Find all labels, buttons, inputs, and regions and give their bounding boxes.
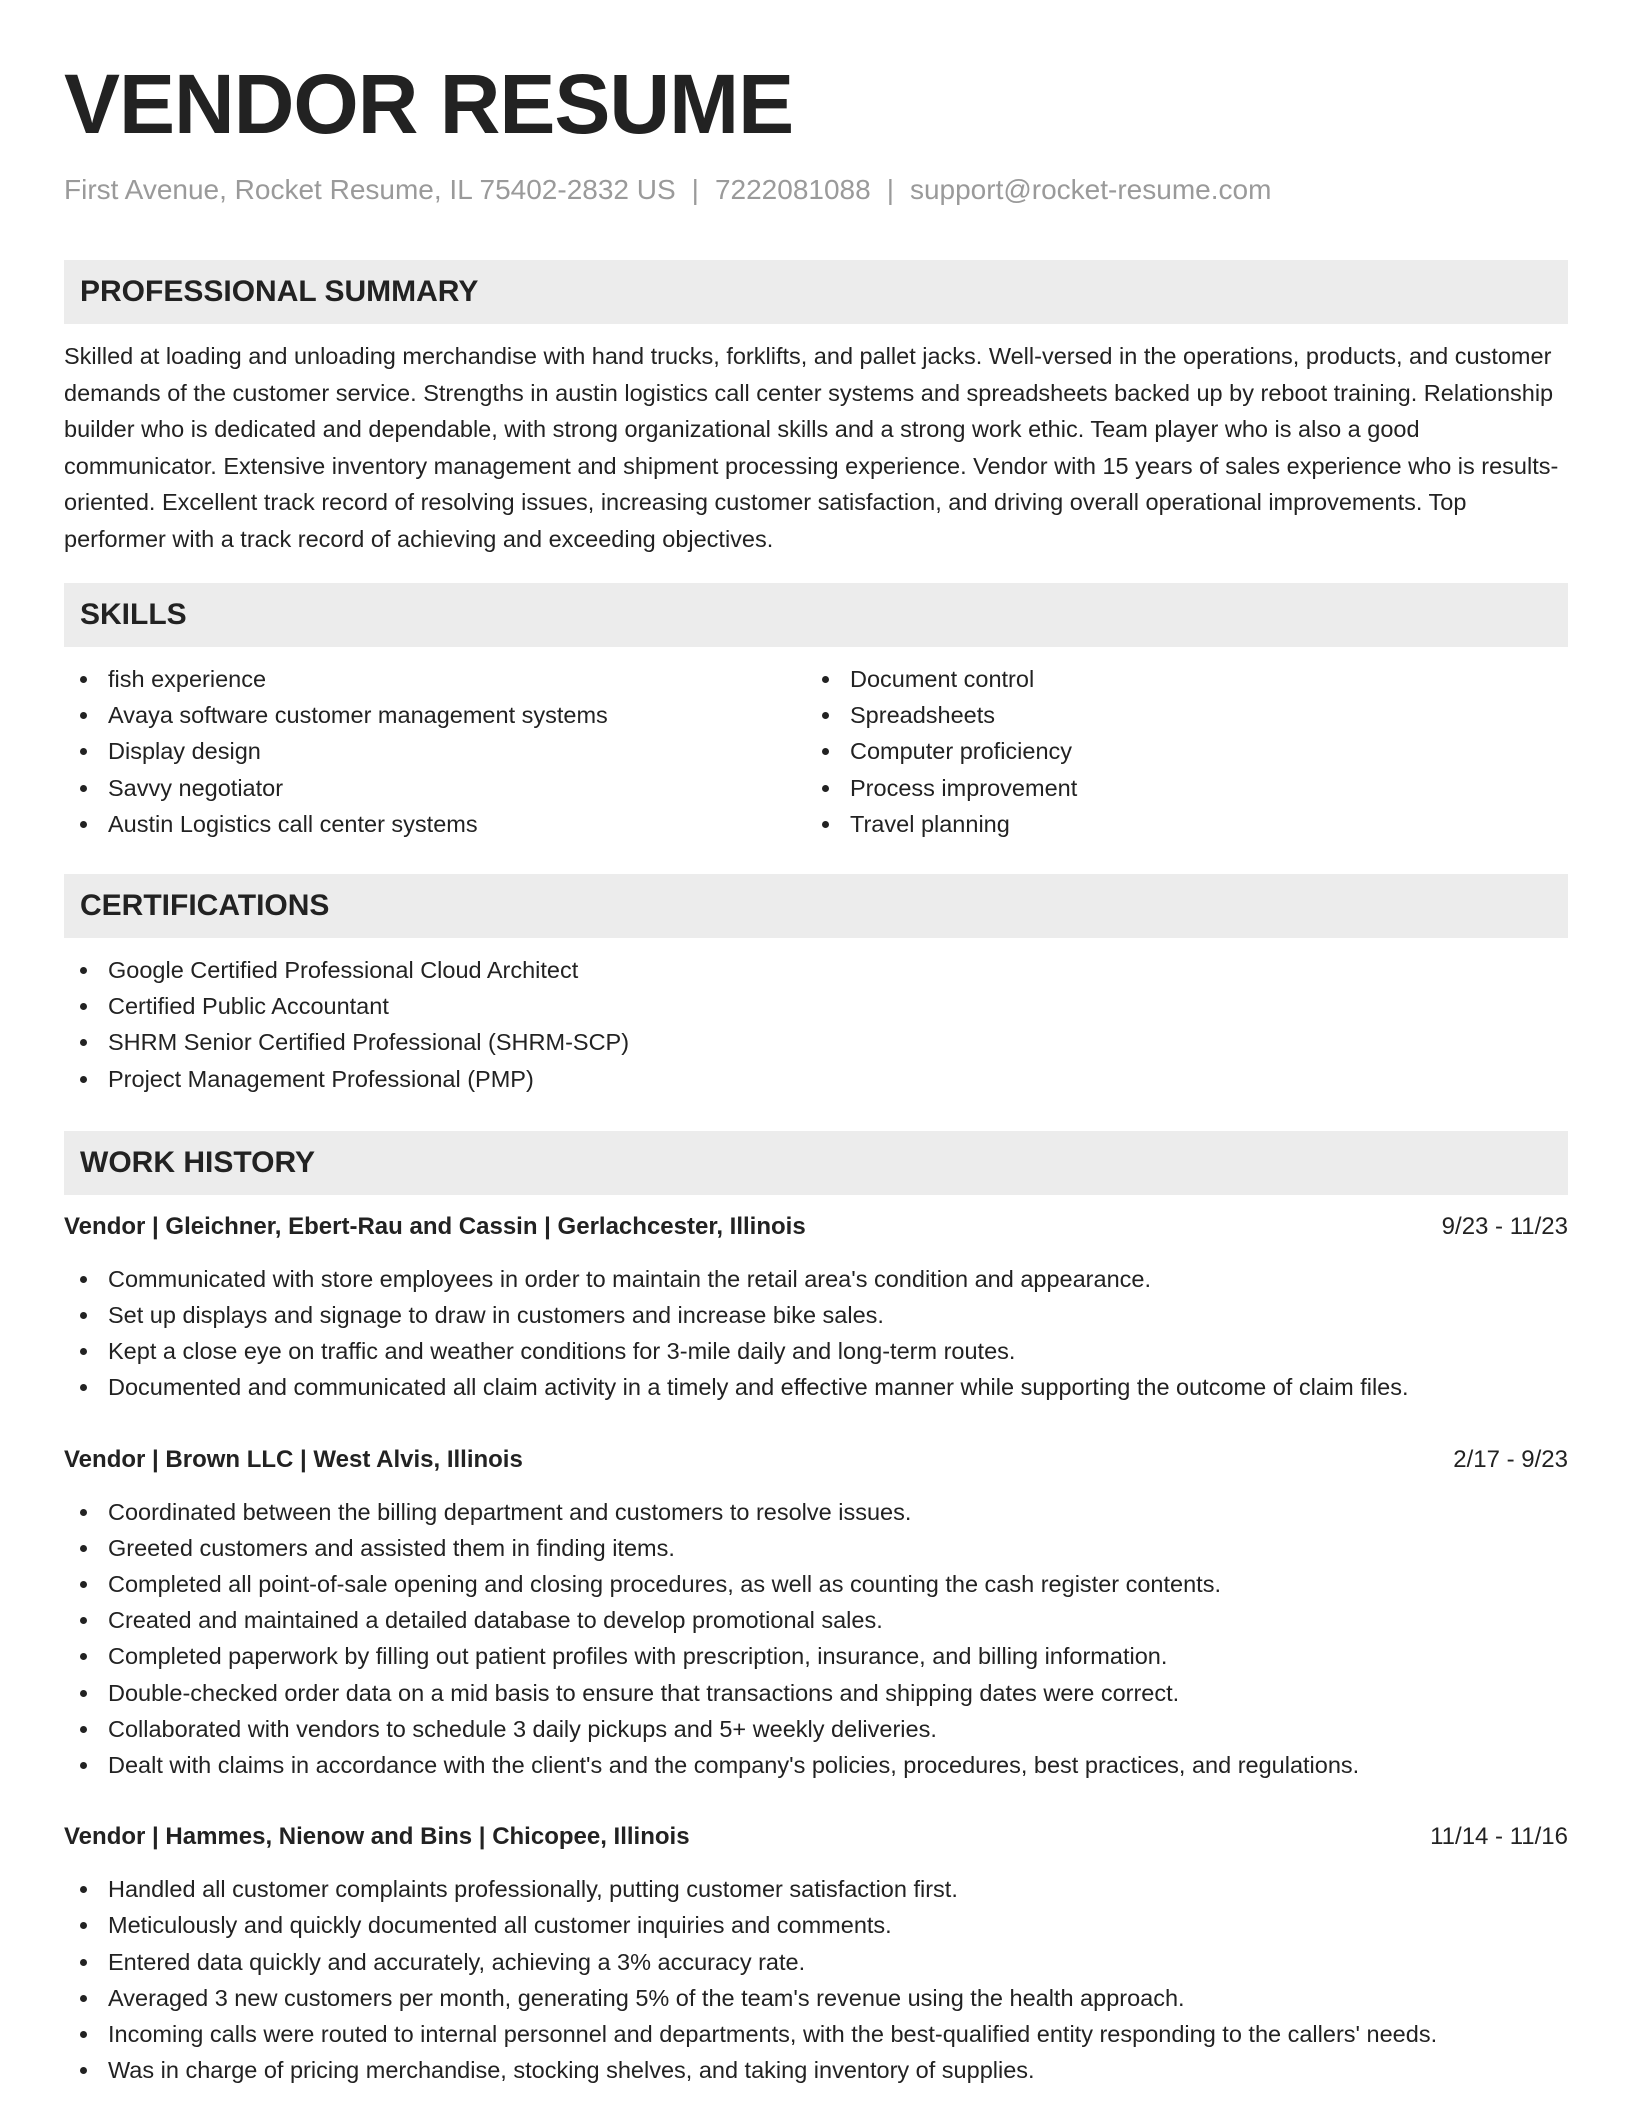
job-bullet: Created and maintained a detailed database to develop promotional sales. — [64, 1602, 1568, 1638]
contact-separator: | — [691, 174, 699, 205]
job-header — [64, 1442, 1568, 1478]
job-bullets — [64, 1261, 1568, 1406]
job-bullet: Entered data quickly and accurately, achieving a 3% accuracy rate. — [64, 1944, 1568, 1980]
job-entry — [64, 1819, 1568, 2088]
job-entry — [64, 1209, 1568, 1406]
section-header-certifications: CERTIFICATIONS — [64, 874, 1568, 938]
job-title: Vendor | Brown LLC | West Alvis, Illinois — [64, 1445, 523, 1473]
skill-item: Display design — [64, 733, 806, 769]
contact-phone: 7222081088 — [714, 174, 871, 205]
job-bullet: Completed paperwork by filling out patient profiles with prescription, insurance, and billing information. — [64, 1638, 1568, 1674]
job-bullet: Averaged 3 new customers per month, generating 5% of the team's revenue using the health approach. — [64, 1980, 1568, 2016]
job-title: Vendor | Gleichner, Ebert-Rau and Cassin | Gerlachcester, Illinois — [64, 1212, 806, 1240]
job-bullet: Handled all customer complaints professionally, putting customer satisfaction first. — [64, 1871, 1568, 1907]
skill-item: Avaya software customer management systems — [64, 697, 806, 733]
job-header — [64, 1819, 1568, 1855]
skill-item: Document control — [806, 661, 1548, 697]
job-title: Vendor | Hammes, Nienow and Bins | Chicopee, Illinois — [64, 1823, 690, 1851]
skill-item: Process improvement — [806, 770, 1548, 806]
section-header-skills: SKILLS — [64, 583, 1568, 647]
section-header-summary: PROFESSIONAL SUMMARY — [64, 260, 1568, 324]
skill-item: Computer proficiency — [806, 733, 1548, 769]
certification-item: Google Certified Professional Cloud Architect — [64, 952, 1568, 988]
contact-email: support@rocket-resume.com — [909, 174, 1272, 205]
job-bullet: Meticulously and quickly documented all customer inquiries and comments. — [64, 1907, 1568, 1943]
skill-item: Spreadsheets — [806, 697, 1548, 733]
job-bullets — [64, 1494, 1568, 1784]
job-bullet: Communicated with store employees in order to maintain the retail area's condition and appearance. — [64, 1261, 1568, 1297]
job-header — [64, 1209, 1568, 1245]
job-bullet: Incoming calls were routed to internal personnel and departments, with the best-qualified entity responding to the callers' needs. — [64, 2016, 1568, 2052]
job-bullet: Dealt with claims in accordance with the client's and the company's policies, procedures, best practices, and regulations. — [64, 1747, 1568, 1783]
job-bullet: Set up displays and signage to draw in customers and increase bike sales. — [64, 1297, 1568, 1333]
skills-list — [64, 661, 1568, 842]
job-bullet: Completed all point-of-sale opening and closing procedures, as well as counting the cash register contents. — [64, 1566, 1568, 1602]
job-bullet: Greeted customers and assisted them in finding items. — [64, 1530, 1568, 1566]
summary-text: Skilled at loading and unloading merchandise with hand trucks, forklifts, and pallet jacks. Well-versed in the operations, products, and customer demands of the customer service. Strengths in austin logistics call center systems and spreadsheets backed up by reboot training. Relationship builder who is dedicated and dependable, with strong organizational skills and a strong work ethic. Team player who is also a good communicator. Extensive inventory management and shipment processing experience. Vendor with 15 years of sales experience who is results-oriented. Excellent track record of resolving issues, increasing customer satisfaction, and driving overall operational improvements. Top performer with a track record of achieving and exceeding objectives. — [64, 343, 1559, 552]
skills-column-left — [64, 661, 806, 842]
skill-item: Savvy negotiator — [64, 770, 806, 806]
job-entry — [64, 1442, 1568, 1784]
job-bullets — [64, 1871, 1568, 2088]
skill-item: Austin Logistics call center systems — [64, 806, 806, 842]
job-bullet: Coordinated between the billing department and customers to resolve issues. — [64, 1494, 1568, 1530]
job-bullet: Was in charge of pricing merchandise, stocking shelves, and taking inventory of supplies. — [64, 2052, 1568, 2088]
contact-address: First Avenue, Rocket Resume, IL 75402-2832 US — [64, 174, 676, 205]
job-bullet: Documented and communicated all claim activity in a timely and effective manner while supporting the outcome of claim files. — [64, 1369, 1568, 1405]
contact-line — [64, 172, 1568, 208]
job-dates: 2/17 - 9/23 — [1453, 1445, 1568, 1473]
contact-separator: | — [886, 174, 894, 205]
skills-column-right — [806, 661, 1548, 842]
certifications-list — [64, 952, 1568, 1097]
section-header-work-history: WORK HISTORY — [64, 1131, 1568, 1195]
page-title: VENDOR RESUME — [64, 57, 794, 151]
job-dates: 9/23 - 11/23 — [1441, 1212, 1568, 1240]
job-dates: 11/14 - 11/16 — [1430, 1823, 1568, 1851]
certification-item: Project Management Professional (PMP) — [64, 1061, 1568, 1097]
skill-item: Travel planning — [806, 806, 1548, 842]
job-bullet: Kept a close eye on traffic and weather conditions for 3-mile daily and long-term routes. — [64, 1333, 1568, 1369]
certification-item: SHRM Senior Certified Professional (SHRM-SCP) — [64, 1024, 1568, 1060]
job-bullet: Double-checked order data on a mid basis to ensure that transactions and shipping dates were correct. — [64, 1675, 1568, 1711]
skill-item: fish experience — [64, 661, 806, 697]
certification-item: Certified Public Accountant — [64, 988, 1568, 1024]
job-bullet: Collaborated with vendors to schedule 3 daily pickups and 5+ weekly deliveries. — [64, 1711, 1568, 1747]
